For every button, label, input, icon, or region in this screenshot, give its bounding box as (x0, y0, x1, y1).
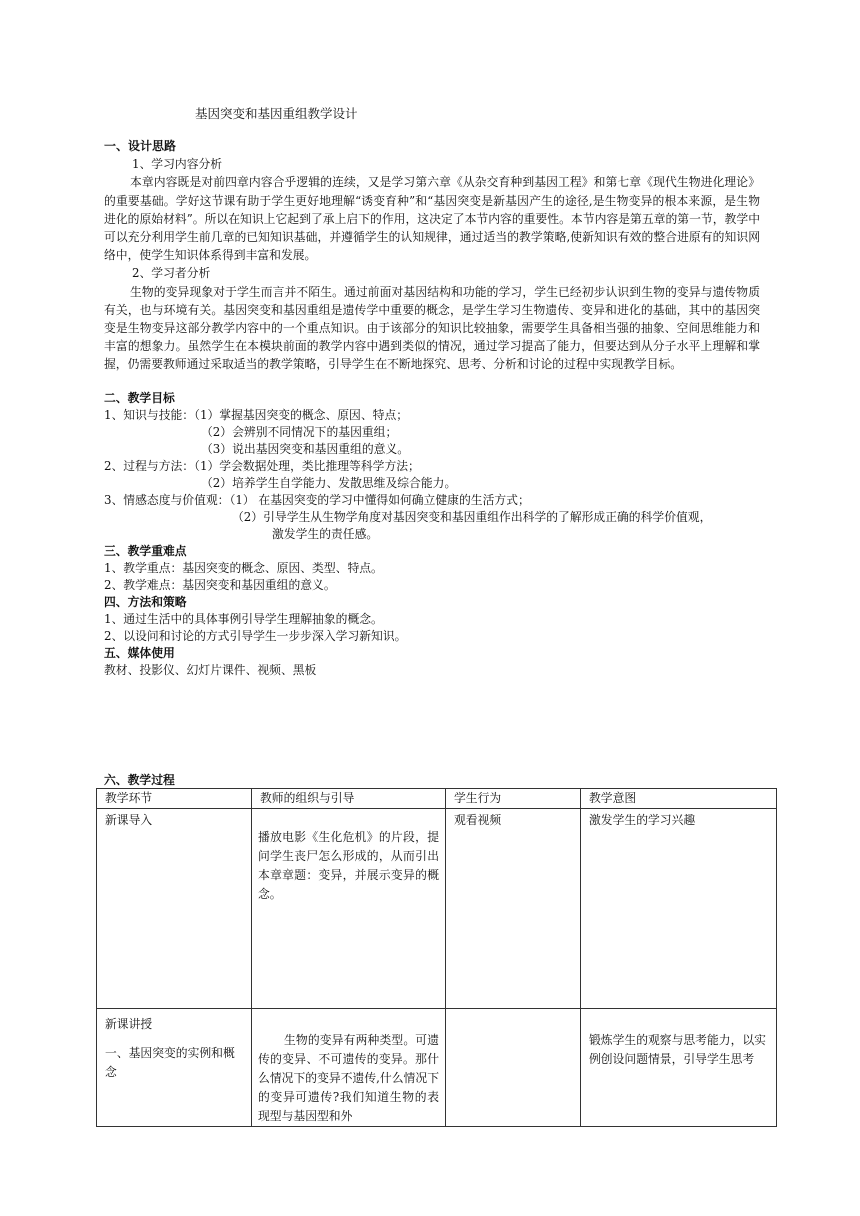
objective-line: 2、过程与方法：（1）学会数据处理，类比推理等科学方法； (104, 459, 420, 473)
section-heading: 五、媒体使用 (104, 646, 175, 660)
objective-line: （2）会辨别不同情况下的基因重组； (201, 425, 398, 439)
objective-line: （2）引导学生从生物学角度对基因突变和基因重组作出科学的了解形成正确的科学价值观， (232, 510, 712, 524)
text-line: 1、通过生活中的具体事例引导学生理解抽象的概念。 (104, 612, 383, 626)
section-design-ideas (104, 137, 760, 374)
table-row (97, 809, 777, 1009)
section-heading: 四、方法和策略 (104, 595, 187, 609)
section-heading: 六、教学过程 (104, 773, 175, 787)
table-cell-teacher: 生物的变异有两种类型。可遗传的变异、不可遗传的变异。那什么情况下的变异不遗传,什么情况下的变异可遗传?我们知道生物的表现型与基因型和外 (258, 1033, 439, 1123)
table-cell-intent: 激发学生的学习兴趣 (589, 813, 696, 827)
section-heading: 三、教学重难点 (104, 544, 187, 558)
table-cell-teacher: 播放电影《生化危机》的片段，提问学生丧尸怎么形成的，从而引出本章章题：变异，并展示变异的概念。 (258, 830, 439, 901)
table-cell-student: 观看视频 (454, 813, 502, 827)
section-heading: 二、教学目标 (104, 391, 175, 405)
table-cell-stage: 新课导入 (105, 813, 153, 827)
column-header: 教学环节 (105, 791, 153, 805)
subsection-heading: 2、学习者分析 (132, 266, 211, 281)
table-header-row (97, 789, 777, 809)
text-line: 2、以设问和讨论的方式引导学生一步步深入学习新知识。 (104, 629, 407, 643)
column-header: 学生行为 (454, 791, 502, 805)
objective-line: 3、情感态度与价值观：（1） 在基因突变的学习中懂得如何确立健康的生活方式； (104, 493, 530, 507)
table-cell-stage: 新课讲授 (105, 1017, 153, 1031)
document-title: 基因突变和基因重组教学设计 (195, 106, 358, 121)
column-header: 教学意图 (589, 791, 637, 805)
column-header: 教师的组织与引导 (260, 791, 355, 805)
teaching-process-table (96, 788, 777, 1127)
table-cell-stage-topic: 一、基因突变的实例和概念 (105, 1046, 235, 1079)
text-line: 2、教学难点：基因突变和基因重组的意义。 (104, 578, 336, 592)
text-line: 教材、投影仪、幻灯片课件、视频、黑板 (104, 663, 317, 677)
paragraph: 本章内容既是对前四章内容合乎逻辑的连续，又是学习第六章《从杂交育种到基因工程》和第七章《现代生物进化理论》的重要基础。学好这节课有助于学生更好地理解“诱变育种”和“基因突变是新基因产生的途径,是生物变异的根本来源，是生物进化的原始材料”。所以在知识上它起到了承上启下的作用，这决定了本节内容的重要性。本节内容是第五章的第一节，教学中可以充分利用学生前几章的已知知识基础，并遵循学生的认知规律，通过适当的教学策略,使新知识有效的整合进原有的知识网络中，使学生知识体系得到丰富和发展。 (104, 175, 760, 263)
objective-line: （2）培养学生自学能力、发散思维及综合能力。 (201, 476, 457, 490)
table-cell-intent: 锻炼学生的观察与思考能力，以实例创设问题情景，引导学生思考 (589, 1033, 766, 1066)
section-heading: 一、设计思路 (104, 139, 177, 153)
table-row (97, 1009, 777, 1127)
table-cell-student (446, 1009, 580, 1013)
objective-line: 1、知识与技能：（1）掌握基因突变的概念、原因、特点； (104, 408, 409, 422)
objective-line: 激发学生的责任感。 (272, 527, 379, 541)
text-line: 1、教学重点：基因突变的概念、原因、类型、特点。 (104, 561, 383, 575)
subsection-heading: 1、学习内容分析 (132, 157, 223, 172)
paragraph: 生物的变异现象对于学生而言并不陌生。通过前面对基因结构和功能的学习，学生已经初步认识到生物的变异与遗传物质有关，也与环境有关。基因突变和基因重组是遗传学中重要的概念，是学生学习生物遗传、变异和进化的基础，其中的基因突变是生物变异这部分教学内容中的一个重点知识。由于该部分的知识比较抽象，需要学生具备相当强的抽象、空间思维能力和丰富的想象力。虽然学生在本模块前面的教学内容中遇到类似的情况，通过学习提高了能力，但要达到从分子水平上理解和掌握，仍需要教师通过采取适当的教学策略，引导学生在不断地探究、思考、分析和讨论的过程中实现教学目标。 (104, 284, 760, 372)
objective-line: （3）说出基因突变和基因重组的意义。 (201, 442, 410, 456)
